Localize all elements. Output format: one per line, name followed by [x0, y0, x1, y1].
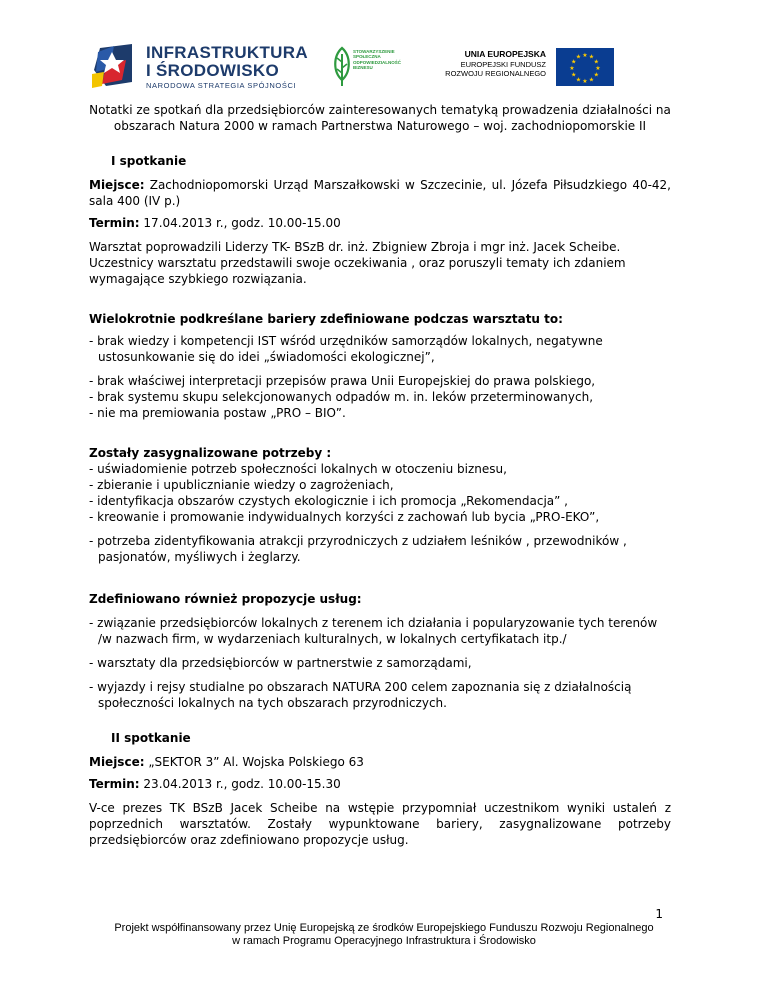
intro-line: wymagające szybkiego rozwiązania. [89, 272, 307, 286]
service-item [89, 615, 671, 647]
leaf-logo-line: SPOŁECZNA [353, 54, 381, 60]
eu-logo-line3: ROZWOJU REGIONALNEGO [445, 69, 546, 78]
meeting2-heading: II spotkanie [111, 731, 191, 745]
svg-text:★: ★ [569, 65, 575, 72]
need-item: - identyfikacja obszarów czystych ekologicznie i ich promocja „Rekomendacja” , [89, 494, 568, 508]
barrier-item [89, 333, 671, 365]
eu-logo [445, 48, 614, 88]
meeting2-place [89, 754, 671, 770]
csr-association-logo [331, 46, 401, 90]
document-title: Notatki ze spotkań dla przedsiębiorców zainteresowanych tematyką prowadzenia działalności na obszarach Natura 2000 w ramach Partnerstwa Naturowego – woj. zachodniopomorskie II [89, 103, 671, 133]
date-label: Termin: [89, 216, 140, 230]
svg-text:★: ★ [582, 52, 588, 59]
eu-flag-icon [556, 48, 614, 86]
ise-logo-line1: INFRASTRUKTURA [146, 43, 308, 62]
service-line: społeczności lokalnych na tych obszarach przyrodniczych. [98, 696, 447, 710]
barrier-line: - brak wiedzy i kompetencji IST wśród urzędników samorządów lokalnych, negatywne [89, 334, 603, 348]
service-line: - wyjazdy i rejsy studialne po obszarach NATURA 200 celem zapoznania się z działalnością [89, 680, 632, 694]
meeting1-intro [89, 239, 671, 287]
need-item: - zbieranie i upublicznianie wiedzy o zagrożeniach, [89, 478, 394, 492]
footer-line1: Projekt współfinansowany przez Unię Europejską ze środków Europejskiego Funduszu Rozwoju Regionalnego [114, 922, 654, 934]
place-value: „SEKTOR 3” Al. Wojska Polskiego 63 [144, 755, 364, 769]
ise-logo-line3: NARODOWA STRATEGIA SPÓJNOŚCI [146, 81, 297, 90]
svg-text:★: ★ [588, 76, 595, 84]
leaf-logo-line: ODPOWIEDZIALNOŚĆ [353, 59, 401, 65]
page-number: 1 [655, 907, 663, 921]
barrier-line: - nie ma premiowania postaw „PRO – BIO”. [89, 406, 346, 420]
date-value: 17.04.2013 r., godz. 10.00-15.00 [139, 216, 341, 230]
ise-flag-icon [92, 42, 136, 90]
document-body [89, 100, 671, 848]
place-label: Miejsce: [89, 755, 145, 769]
ise-logo-line2: I ŚRODOWISKO [146, 61, 279, 80]
svg-text:★: ★ [575, 53, 582, 61]
leaf-logo-line: STOWARZYSZENIE [353, 49, 395, 54]
needs-list [89, 461, 671, 525]
footer-line2: w ramach Programu Operacyjnego Infrastruktura i Środowisko [232, 935, 536, 947]
service-line: - związanie przedsiębiorców lokalnych z terenem ich działania i popularyzowanie tych terenów [89, 616, 658, 630]
barrier-line: - brak właściwej interpretacji przepisów prawa Unii Europejskiej do prawa polskiego, [89, 374, 596, 388]
meeting2-summary: V-ce prezes TK BSzB Jacek Scheibe na wstępie przypomniał uczestnikom wyniki ustaleń z poprzednich warsztatów. Zostały wypunktowane bariery, zasygnalizowane potrzeby przedsiębiorców oraz zdefiniowano propozycje usług. [89, 801, 671, 847]
service-item [89, 679, 671, 711]
intro-line: Uczestnicy warsztatu przedstawili swoje oczekiwania , oraz poruszyli tematy ich zdaniem [89, 256, 626, 270]
date-label: Termin: [89, 777, 140, 791]
infrastruktura-srodowisko-logo [92, 42, 308, 94]
leaf-icon [331, 46, 353, 88]
meeting1-place [89, 177, 671, 209]
svg-text:★: ★ [593, 71, 599, 79]
need-item: - uświadomienie potrzeb społeczności lokalnych w otoczeniu biznesu, [89, 462, 507, 476]
place-label: Miejsce: [89, 178, 145, 192]
need-line: pasjonatów, myśliwych i żeglarzy. [98, 550, 301, 564]
service-line: /w nazwach firm, w wydarzeniach kulturalnych, w lokalnych certyfikatach itp./ [98, 632, 567, 646]
svg-text:★: ★ [582, 78, 588, 85]
date-value: 23.04.2013 r., godz. 10.00-15.30 [139, 777, 341, 791]
barrier-item [89, 373, 671, 421]
need-item: - kreowanie i promowanie indywidualnych korzyści z zachowań lub bycia „PRO-EKO”, [89, 510, 600, 524]
meeting1-date [89, 215, 671, 231]
intro-line: Warsztat poprowadzili Liderzy TK- BSzB dr. inż. Zbigniew Zbroja i mgr inż. Jacek Scheibe. [89, 240, 621, 254]
svg-text:★: ★ [571, 71, 577, 79]
barriers-heading: Wielokrotnie podkreślane bariery zdefiniowane podczas warsztatu to: [89, 312, 563, 326]
barrier-line: ustosunkowanie się do idei „świadomości ekologicznej”, [98, 350, 435, 364]
service-item: - warsztaty dla przedsiębiorców w partnerstwie z samorządami, [89, 656, 472, 670]
need-line: - potrzeba zidentyfikowania atrakcji przyrodniczych z udziałem leśników , przewodników , [89, 534, 627, 548]
leaf-logo-line: BIZNESU [353, 64, 373, 70]
meeting2-date [89, 776, 671, 792]
services-heading: Zdefiniowano również propozycje usług: [89, 592, 362, 606]
need-item [89, 533, 671, 565]
needs-heading: Zostały zasygnalizowane potrzeby : [89, 446, 332, 460]
svg-text:★: ★ [575, 76, 582, 84]
eu-logo-line1: UNIA EUROPEJSKA [464, 49, 546, 59]
svg-text:★: ★ [588, 53, 595, 61]
svg-text:★: ★ [595, 65, 601, 72]
footer [0, 922, 768, 948]
eu-logo-line2: EUROPEJSKI FUNDUSZ [460, 59, 546, 69]
svg-text:★: ★ [571, 58, 577, 66]
svg-text:★: ★ [593, 58, 599, 66]
meeting1-heading: I spotkanie [111, 154, 187, 168]
barrier-line: - brak systemu skupu selekcjonowanych odpadów m. in. leków przeterminowanych, [89, 390, 594, 404]
place-value: Zachodniopomorski Urząd Marszałkowski w Szczecinie, ul. Józefa Piłsudzkiego 40-42, sala 400 (IV p.) [89, 178, 671, 208]
